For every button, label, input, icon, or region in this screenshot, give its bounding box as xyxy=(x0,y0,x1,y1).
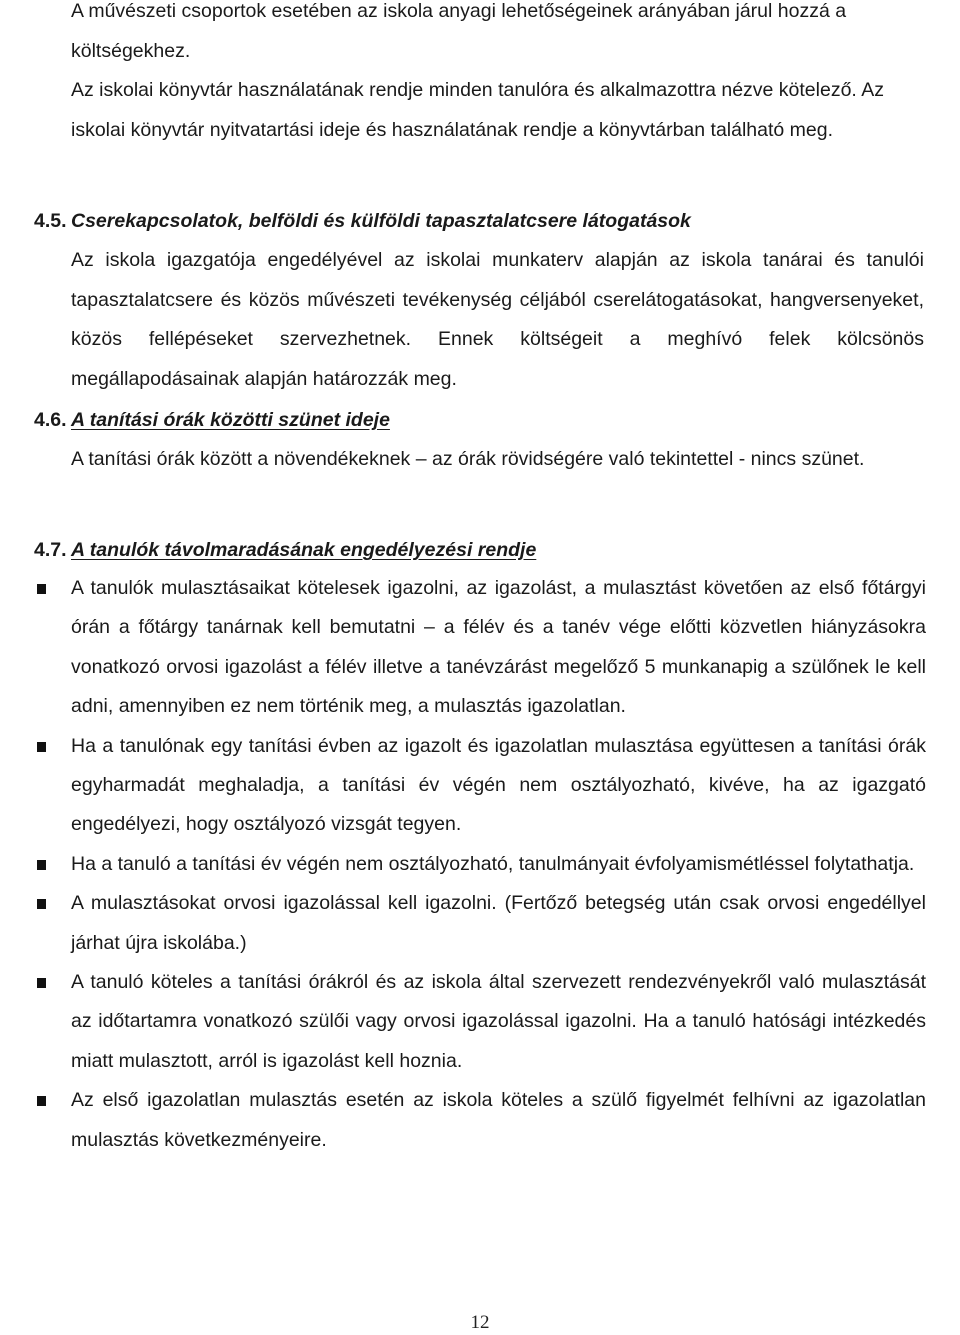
section-4-5 xyxy=(34,201,924,399)
square-bullet-icon xyxy=(34,845,71,884)
intro-paragraphs xyxy=(71,0,941,150)
list-item-text: Ha a tanulónak egy tanítási évben az igazolt és igazolatlan mulasztása együttesen a tanítási órák egyharmadát meghaladja, a tanítási év végén nem osztályozható, kivéve, ha az igazgató engedélyezi, hogy osztályozó vizsgát tegyen. xyxy=(71,734,926,836)
intro-paragraph-library: Az iskolai könyvtár használatának rendje minden tanulóra és alkalmazottra nézve kötelező. Az iskolai könyvtár nyitvatartási ideje és használatának rendje a könyvtárban található meg. xyxy=(71,79,884,141)
absence-rules-list xyxy=(34,569,926,1160)
square-bullet-icon xyxy=(34,963,71,1002)
square-bullet-icon xyxy=(34,569,71,608)
section-heading xyxy=(34,530,924,570)
page-number: 12 xyxy=(470,1312,490,1333)
square-bullet-icon xyxy=(34,727,71,766)
section-4-6 xyxy=(34,400,924,480)
section-title: A tanulók távolmaradásának engedélyezési rendje xyxy=(71,539,537,561)
list-item-text: Ha a tanuló a tanítási év végén nem osztályozható, tanulmányait évfolyamismétléssel folytathatja. xyxy=(71,852,915,875)
section-body: Az iskola igazgatója engedélyével az iskolai munkaterv alapján az iskola tanárai és tanulói tapasztalatcsere és közös művészeti tevékenység céljából cserelátogatásokat, hangversenyeket, közös fellépéseket szervezhetnek. Ennek költségeit a meghívó felek kölcsönös megállapodásainak alapján határozzák meg. xyxy=(71,249,924,390)
section-number: 4.5. xyxy=(34,210,67,232)
square-bullet-icon xyxy=(34,884,71,923)
section-heading xyxy=(34,400,924,440)
list-item xyxy=(34,845,926,884)
square-bullet-icon xyxy=(34,1081,71,1120)
section-body: A tanítási órák között a növendékeknek – az órák rövidségére való tekintettel - nincs szünet. xyxy=(71,448,865,470)
section-4-7 xyxy=(34,530,924,570)
section-title: A tanítási órák közötti szünet ideje xyxy=(71,409,390,431)
list-item xyxy=(34,884,926,963)
list-item xyxy=(34,963,926,1081)
list-item-text: A mulasztásokat orvosi igazolással kell igazolni. (Fertőző betegség után csak orvosi engedéllyel járhat újra iskolába.) xyxy=(71,892,926,954)
intro-paragraph-art-groups: A művészeti csoportok esetében az iskola anyagi lehetőségeinek arányában járul hozzá a költségekhez. xyxy=(71,0,847,62)
list-item xyxy=(34,1081,926,1160)
section-number: 4.6. xyxy=(34,409,67,431)
section-title: Cserekapcsolatok, belföldi és külföldi tapasztalatcsere látogatások xyxy=(71,210,691,232)
section-number: 4.7. xyxy=(34,539,67,561)
list-item-text: A tanuló köteles a tanítási órákról és az iskola által szervezett rendezvényekről való mulasztását az időtartamra vonatkozó szülői vagy orvosi igazolással igazolni. Ha a tanuló hatósági intézkedés miatt mulasztott, arról is igazolást kell hoznia. xyxy=(71,971,926,1072)
list-item-text: Az első igazolatlan mulasztás esetén az iskola köteles a szülő figyelmét felhívni az igazolatlan mulasztás következményeire. xyxy=(71,1089,926,1151)
list-item xyxy=(34,569,926,727)
list-item xyxy=(34,727,926,845)
list-item-text: A tanulók mulasztásaikat kötelesek igazolni, az igazolást, a mulasztást követően az első főtárgyi órán a főtárgy tanárnak kell bemutatni – a félév és a tanév vége előtti közvetlen hiányzásokra vonatkozó orvosi igazolást a félév illetve a tanévzárást megelőző 5 munkanapig a szülőnek le kell adni, amennyiben ez nem történik meg, a mulasztás igazolatlan. xyxy=(71,577,926,718)
section-heading xyxy=(34,201,924,241)
